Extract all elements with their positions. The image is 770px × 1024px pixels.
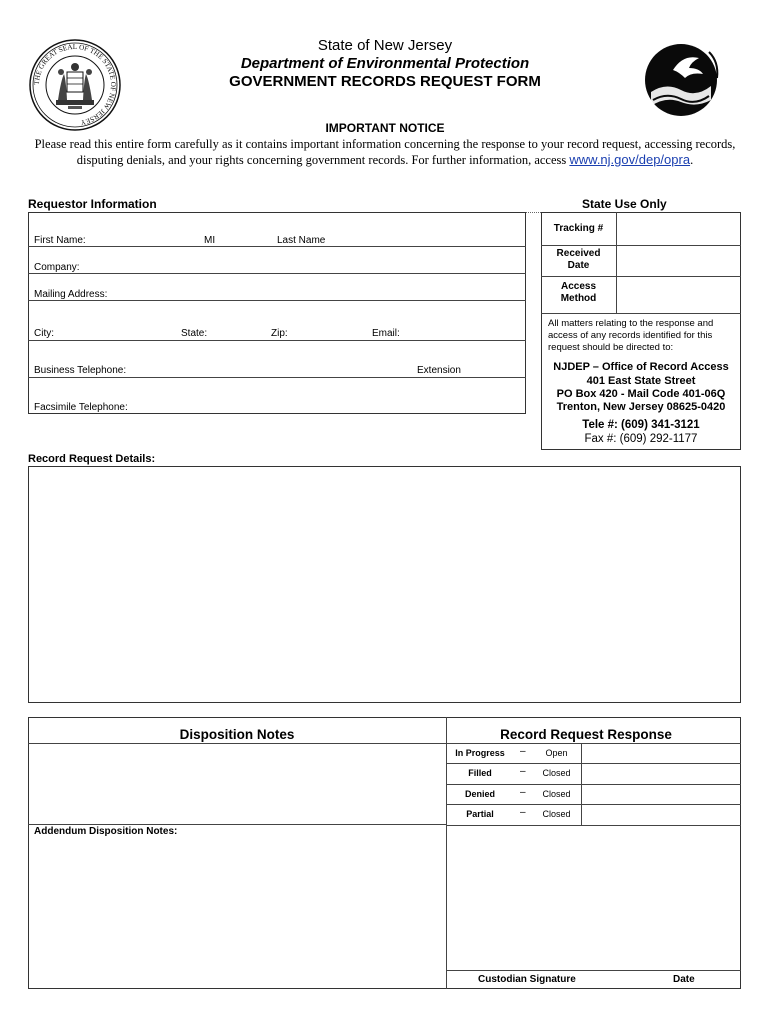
response-state: Open — [545, 748, 568, 758]
matters-line-3: request should be directed to: — [548, 342, 674, 353]
state-use-heading: State Use Only — [582, 197, 667, 211]
city-field[interactable]: City: — [34, 328, 54, 339]
response-status: Denied — [464, 789, 495, 799]
requestor-heading: Requestor Information — [28, 197, 157, 211]
notice-title: IMPORTANT NOTICE — [325, 121, 445, 135]
response-dash: – — [520, 766, 526, 777]
first-name-field[interactable]: First Name: — [34, 235, 86, 246]
requestor-divider-5 — [28, 377, 526, 378]
mi-field[interactable]: MI — [204, 235, 216, 246]
requestor-divider-3 — [28, 300, 526, 301]
record-details-textarea[interactable] — [28, 466, 741, 703]
response-notes-input[interactable] — [447, 826, 740, 970]
response-state: Closed — [542, 768, 571, 778]
disposition-notes-input[interactable] — [29, 744, 445, 824]
response-dash: – — [520, 746, 526, 757]
header-state: State of New Jersey — [317, 37, 453, 54]
zip-field[interactable]: Zip: — [271, 328, 288, 339]
received-date-input[interactable] — [617, 246, 740, 276]
office-street: 401 East State Street — [586, 375, 696, 387]
office-telephone: Tele #: (609) 341-3121 — [582, 419, 700, 431]
mailing-address-field[interactable]: Mailing Address: — [34, 289, 108, 300]
response-dash: – — [520, 807, 526, 818]
notice-line-2-text: disputing denials, and your rights concerning government records. For further information, access — [76, 153, 570, 167]
response-date-input[interactable] — [582, 744, 740, 763]
access-label-1: Access — [560, 281, 597, 292]
matters-line-2: access of any records identified for this — [548, 330, 713, 341]
response-state: Closed — [542, 809, 571, 819]
header-department: Department of Environmental Protection — [240, 55, 530, 72]
received-label-1: Received — [556, 248, 601, 259]
received-label-2: Date — [567, 260, 590, 271]
signature-rule — [446, 970, 741, 971]
opra-link[interactable]: www.nj.gov/dep/opra — [569, 152, 691, 167]
response-status: In Progress — [455, 748, 505, 758]
business-telephone-field[interactable]: Business Telephone: — [34, 365, 127, 376]
response-date-input[interactable] — [582, 805, 740, 825]
tracking-label: Tracking # — [553, 223, 604, 234]
requestor-divider-1 — [28, 246, 526, 247]
page-title: GOVERNMENT RECORDS REQUEST FORM — [229, 73, 541, 90]
email-field[interactable]: Email: — [372, 328, 400, 339]
requestor-divider-2 — [28, 273, 526, 274]
response-date-input[interactable] — [582, 785, 740, 804]
response-dash: – — [520, 787, 526, 798]
company-field[interactable]: Company: — [34, 262, 80, 273]
notice-line-1: Please read this entire form carefully as it contains important information concerning the response to your record request, accessing records, — [34, 137, 736, 151]
tracking-input[interactable] — [617, 213, 740, 245]
record-details-heading: Record Request Details: — [28, 453, 156, 465]
state-field[interactable]: State: — [181, 328, 208, 339]
facsimile-telephone-field[interactable]: Facsimile Telephone: — [34, 402, 128, 413]
office-city: Trenton, New Jersey 08625-0420 — [556, 401, 726, 413]
response-date-input[interactable] — [582, 764, 740, 784]
addendum-notes-input[interactable] — [29, 840, 445, 988]
last-name-field[interactable]: Last Name — [277, 235, 326, 246]
state-use-divider-3 — [541, 313, 741, 314]
access-label-2: Method — [560, 293, 597, 304]
matters-line-1: All matters relating to the response and — [548, 318, 714, 329]
requestor-divider-4 — [28, 340, 526, 341]
signature-date-label: Date — [673, 974, 695, 985]
addendum-label: Addendum Disposition Notes: — [34, 826, 178, 837]
office-name: NJDEP – Office of Record Access — [553, 361, 729, 373]
response-state: Closed — [542, 789, 571, 799]
response-status: Filled — [468, 768, 492, 778]
access-method-input[interactable] — [617, 277, 740, 313]
response-heading: Record Request Response — [500, 727, 672, 742]
response-status: Partial — [466, 809, 494, 819]
disposition-heading: Disposition Notes — [179, 727, 295, 742]
office-fax: Fax #: (609) 292-1177 — [584, 433, 698, 445]
seal-ring-text: THE GREAT SEAL OF THE STATE OF NEW JERSEY — [32, 42, 118, 127]
notice-line-2 — [0, 152, 770, 168]
addendum-rule — [28, 824, 446, 825]
notice-period: . — [690, 153, 694, 167]
extension-field[interactable]: Extension — [417, 365, 461, 376]
custodian-signature-label: Custodian Signature — [478, 974, 576, 985]
office-po-box: PO Box 420 - Mail Code 401-06Q — [556, 388, 726, 400]
njdep-logo — [643, 40, 723, 120]
